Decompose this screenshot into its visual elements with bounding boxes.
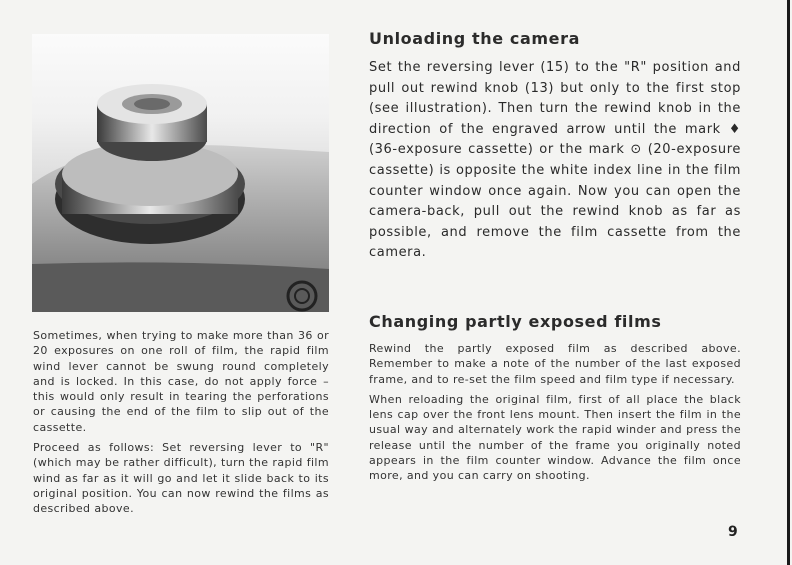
left-paragraph: Sometimes, when trying to make more than 36 or 20 exposures on one roll of film, the rapid film wind lever cannot be swung round completely and is locked. In this case, do not apply force – this would only result in tearing the perforations or causing the end of the film to slip out of the cassette. [33, 329, 329, 434]
camera-rewind-knob-photo-icon [32, 34, 329, 312]
page-number: 9 [728, 524, 738, 540]
unloading-text [369, 58, 741, 264]
changing-paragraph: Rewind the partly exposed film as described above. Remember to make a note of the number of the last exposed frame, and to re-set the film speed and film type if necessary. [369, 342, 741, 386]
camera-photo [32, 34, 329, 312]
page-edge-mark [787, 0, 790, 565]
unloading-heading: Unloading the camera [369, 29, 580, 48]
unloading-paragraph: Set the reversing lever (15) to the "R" position and pull out rewind knob (13) but only to the first stop (see illustration). Then turn the rewind knob in the direction of the engraved arrow until the mark ♦ (36-exposure cassette) or the mark ⊙ (20-exposure cassette) is opposite the white index line in the film counter window once again. Now you can open the camera-back, pull out the rewind knob as far as possible, and remove the film cassette from the camera. [369, 60, 741, 261]
changing-heading: Changing partly exposed films [369, 312, 662, 331]
changing-paragraph: When reloading the original film, first of all place the black lens cap over the front lens mount. Then insert the film in the usual way and alternately work the rapid winder and press the release until the number of the frame you originally noted appears in the film counter window. Advance the film once more, and you can carry on shooting. [369, 392, 741, 483]
changing-text [369, 341, 741, 489]
left-paragraph: Proceed as follows: Set reversing lever to "R" (which may be rather difficult), turn the rapid film wind as far as it will go and let it slide back to its original position. You can now rewind the films as described above. [33, 441, 329, 516]
left-column-text [33, 328, 329, 522]
